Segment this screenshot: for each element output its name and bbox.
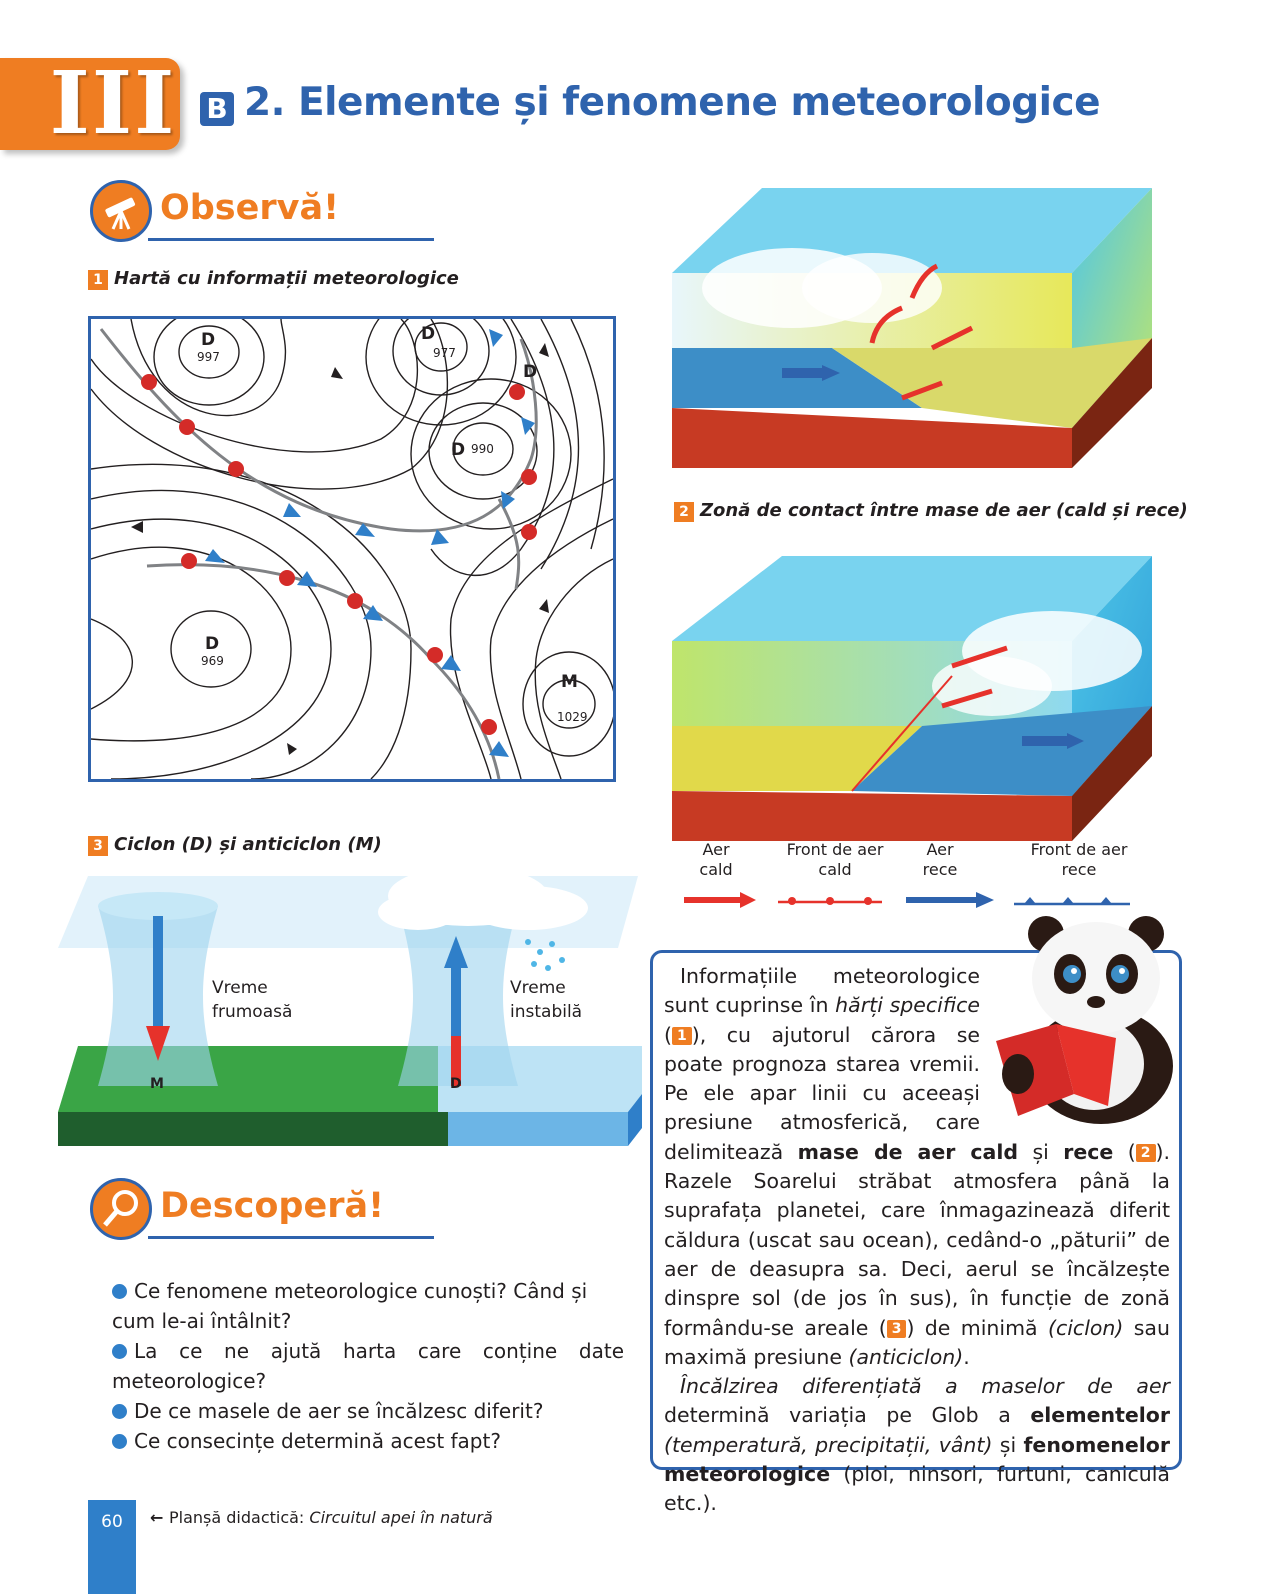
weather-map <box>88 316 616 782</box>
descopera-underline <box>148 1236 434 1239</box>
chapter-number: III <box>49 53 177 154</box>
bullet-icon <box>112 1404 127 1419</box>
figure-ref-1: 1 <box>672 1027 692 1045</box>
info-text <box>664 962 1170 1519</box>
figure2-number: 2 <box>674 502 694 522</box>
weather-map-svg <box>91 319 613 779</box>
legend-cold-front-label: Front de aer rece <box>1030 840 1128 879</box>
telescope-icon <box>90 180 152 242</box>
unstable-weather-label: Vreme instabilă <box>510 978 583 1022</box>
fair-weather-label: Vreme frumoasă <box>212 978 293 1022</box>
legend-cold-air-label: Aer rece <box>922 840 958 879</box>
magnifier-icon <box>90 1178 152 1240</box>
cyclone-center-label: D <box>450 1076 462 1092</box>
pressure-value: 990 <box>471 442 494 456</box>
figure1-number: 1 <box>88 270 108 290</box>
question-item: De ce masele de aer se încălzesc diferit? <box>112 1396 624 1426</box>
observa-heading: Observă! <box>160 188 340 228</box>
pressure-letter: D <box>205 634 220 654</box>
legend-warm-front-label: Front de aer cald <box>786 840 884 879</box>
section-badge: B <box>200 92 234 126</box>
pressure-value: 977 <box>433 346 456 360</box>
question-item: Ce consecințe determină acest fapt? <box>112 1426 624 1456</box>
page-number: 60 <box>101 1512 123 1532</box>
bullet-icon <box>112 1344 127 1359</box>
pressure-letter: D <box>421 324 436 344</box>
pressure-value: 997 <box>197 350 220 364</box>
figure3-number: 3 <box>88 836 108 856</box>
question-item: Ce fenomene meteorologice cunoști? Când și cum le-ai întâlnit? <box>112 1279 588 1333</box>
pressure-value: 1029 <box>557 710 588 724</box>
anticyclone-center-label: M <box>150 1076 164 1092</box>
figure3-caption: Ciclon (D) și anticiclon (M) <box>114 834 382 855</box>
page-title: 2. Elemente și fenomene meteorologice <box>244 80 1101 125</box>
observa-underline <box>148 238 434 241</box>
info-paragraph-1: Informațiile meteorologice sunt cuprinse în hărți specifice ( 1 ), cu ajutorul cărora se poate prognoza starea vremii. Pe ele apar linii cu aceeași presiune atmosferică, care delimitează mase de aer cald și rece ( 2 ). Razele Soarelui străbat atmosfera până la suprafața planetei, care înmagazinează diferit căldura (uscat sau ocean), cedând-o „păturii” de aer de deasupra sa. Deci, aerul se încălzește dinspre sol (de jos în sus), în funcție de zonă formându-se areale ( 3 ) de minimă (ciclon) sau maximă presiune (anticiclon). <box>664 964 1171 1369</box>
descopera-heading: Descoperă! <box>160 1186 385 1226</box>
pressure-value: 969 <box>201 654 224 668</box>
figure2-caption: Zonă de contact între mase de aer (cald și rece) <box>700 500 1188 521</box>
cold-front-diagram <box>672 556 1152 848</box>
warm-front-diagram <box>672 188 1152 478</box>
pressure-letter: D <box>201 330 216 350</box>
question-item: La ce ne ajută harta care conține date meteorologice? <box>112 1339 624 1393</box>
figure-ref-2: 2 <box>1136 1144 1156 1162</box>
bullet-icon <box>112 1284 127 1299</box>
arrow-left-icon: ← <box>150 1508 169 1527</box>
pressure-letter: D <box>451 440 466 460</box>
figure1-caption: Hartă cu informații meteorologice <box>114 268 459 289</box>
pressure-letter-extra: D <box>523 362 538 382</box>
legend-warm-air-label: Aer cald <box>699 840 733 879</box>
bullet-icon <box>112 1434 127 1449</box>
figure-ref-3: 3 <box>887 1320 907 1338</box>
info-paragraph-2: Încălzirea diferențiată a maselor de aer determină variația pe Glob a elementelor (temperatură, precipitații, vânt) și fenomenelor meteorologice (ploi, ninsori, furtuni, caniculă etc.). <box>664 1374 1170 1516</box>
footer-reference: ← Planșă didactică: Circuitul apei în natură <box>150 1508 493 1527</box>
legend-symbols <box>684 888 1144 912</box>
pressure-letter: M <box>561 672 578 692</box>
